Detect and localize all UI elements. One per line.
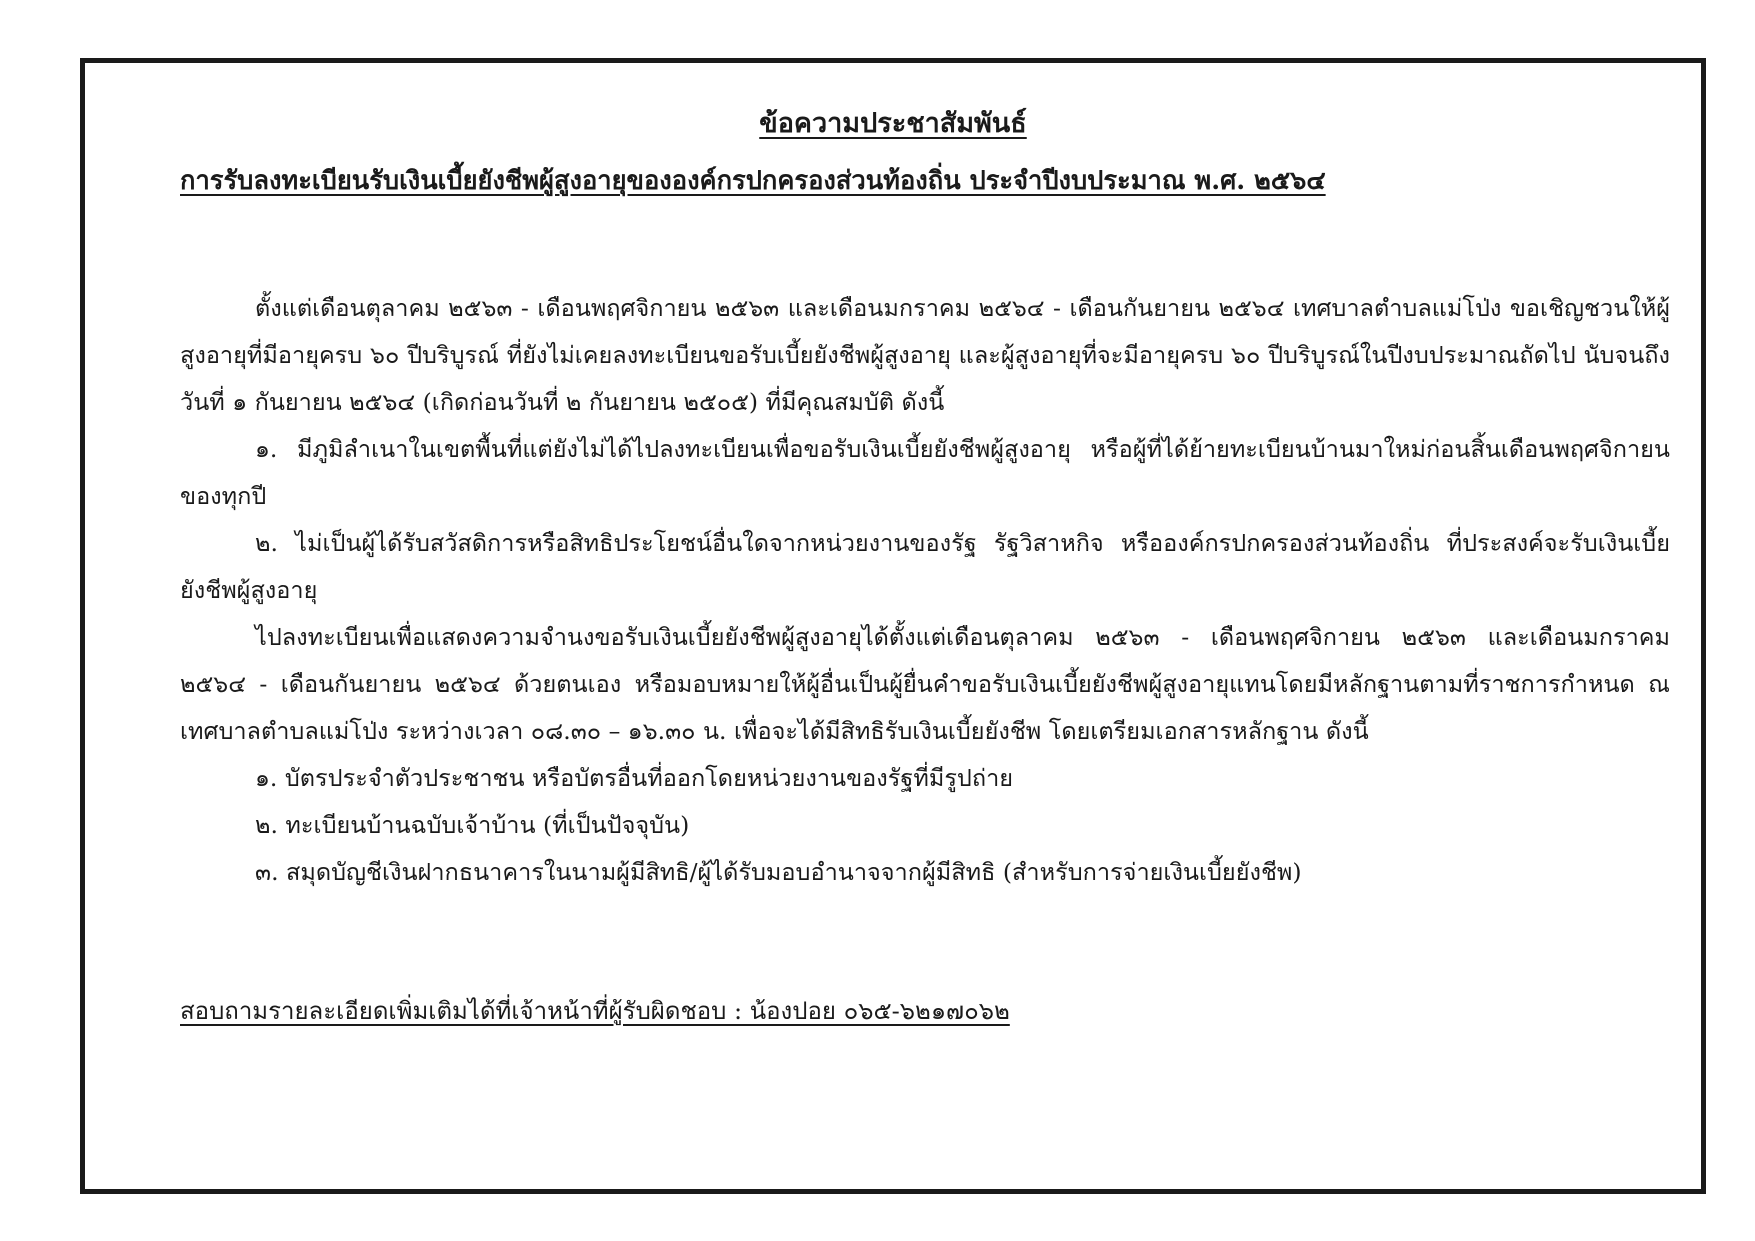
document-title: ข้อความประชาสัมพันธ์ xyxy=(759,108,1027,139)
qualification-item: ๒. ไม่เป็นผู้ได้รับสวัสดิการหรือสิทธิประโยชน์อื่นใดจากหน่วยงานของรัฐ รัฐวิสาหกิจ หรือองค์กรปกครองส่วนท้องถิ่น ที่ประสงค์จะรับเงินเบี้ยยังชีพผู้สูงอายุ xyxy=(180,529,1670,604)
contact-line: สอบถามรายละเอียดเพิ่มเติมได้ที่เจ้าหน้าที่ผู้รับผิดชอบ : น้องปอย ๐๖๕-๖๒๑๗๐๖๒ xyxy=(180,997,1010,1025)
document-subtitle: การรับลงทะเบียนรับเงินเบี้ยยังชีพผู้สูงอายุขององค์กรปกครองส่วนท้องถิ่น ประจำปีงบประมาณ พ.ศ. ๒๕๖๔ xyxy=(180,166,1326,196)
document-item: ๒. ทะเบียนบ้านฉบับเจ้าบ้าน (ที่เป็นปัจจุบัน) xyxy=(255,811,690,839)
document-border xyxy=(80,58,1706,1194)
qualification-item: ๑. มีภูมิลำเนาในเขตพื้นที่แต่ยังไม่ได้ไปลงทะเบียนเพื่อขอรับเงินเบี้ยยังชีพผู้สูงอายุ หรือผู้ที่ได้ย้ายทะเบียนบ้านมาใหม่ก่อนสิ้นเดือนพฤศจิกายนของทุกปี xyxy=(180,435,1670,510)
document-item: ๓. สมุดบัญชีเงินฝากธนาคารในนามผู้มีสิทธิ/ผู้ได้รับมอบอำนาจจากผู้มีสิทธิ (สำหรับการจ่ายเงินเบี้ยยังชีพ) xyxy=(255,858,1302,886)
document-item: ๑. บัตรประจำตัวประชาชน หรือบัตรอื่นที่ออกโดยหน่วยงานของรัฐที่มีรูปถ่าย xyxy=(255,764,1014,792)
registration-paragraph: ไปลงทะเบียนเพื่อแสดงความจำนงขอรับเงินเบี้ยยังชีพผู้สูงอายุได้ตั้งแต่เดือนตุลาคม ๒๕๖๓ - เดือนพฤศจิกายน ๒๕๖๓ และเดือนมกราคม ๒๕๖๔ - เดือนกันยายน ๒๕๖๔ ด้วยตนเอง หรือมอบหมายให้ผู้อื่นเป็นผู้ยื่นคำขอรับเงินเบี้ยยังชีพผู้สูงอายุแทนโดยมีหลักฐานตามที่ราชการกำหนด ณ เทศบาลตำบลแม่โป่ง ระหว่างเวลา ๐๘.๓๐ – ๑๖.๓๐ น. เพื่อจะได้มีสิทธิรับเงินเบี้ยยังชีพ โดยเตรียมเอกสารหลักฐาน ดังนี้ xyxy=(180,623,1670,745)
document-body xyxy=(180,285,1670,896)
intro-paragraph: ตั้งแต่เดือนตุลาคม ๒๕๖๓ - เดือนพฤศจิกายน ๒๕๖๓ และเดือนมกราคม ๒๕๖๔ - เดือนกันยายน ๒๕๖๔ เทศบาลตำบลแม่โป่ง ขอเชิญชวนให้ผู้สูงอายุที่มีอายุครบ ๖๐ ปีบริบูรณ์ ที่ยังไม่เคยลงทะเบียนขอรับเบี้ยยังชีพผู้สูงอายุ และผู้สูงอายุที่จะมีอายุครบ ๖๐ ปีบริบูรณ์ในปีงบประมาณถัดไป นับจนถึงวันที่ ๑ กันยายน ๒๕๖๔ (เกิดก่อนวันที่ ๒ กันยายน ๒๕๐๕) ที่มีคุณสมบัติ ดังนี้ xyxy=(180,294,1670,416)
